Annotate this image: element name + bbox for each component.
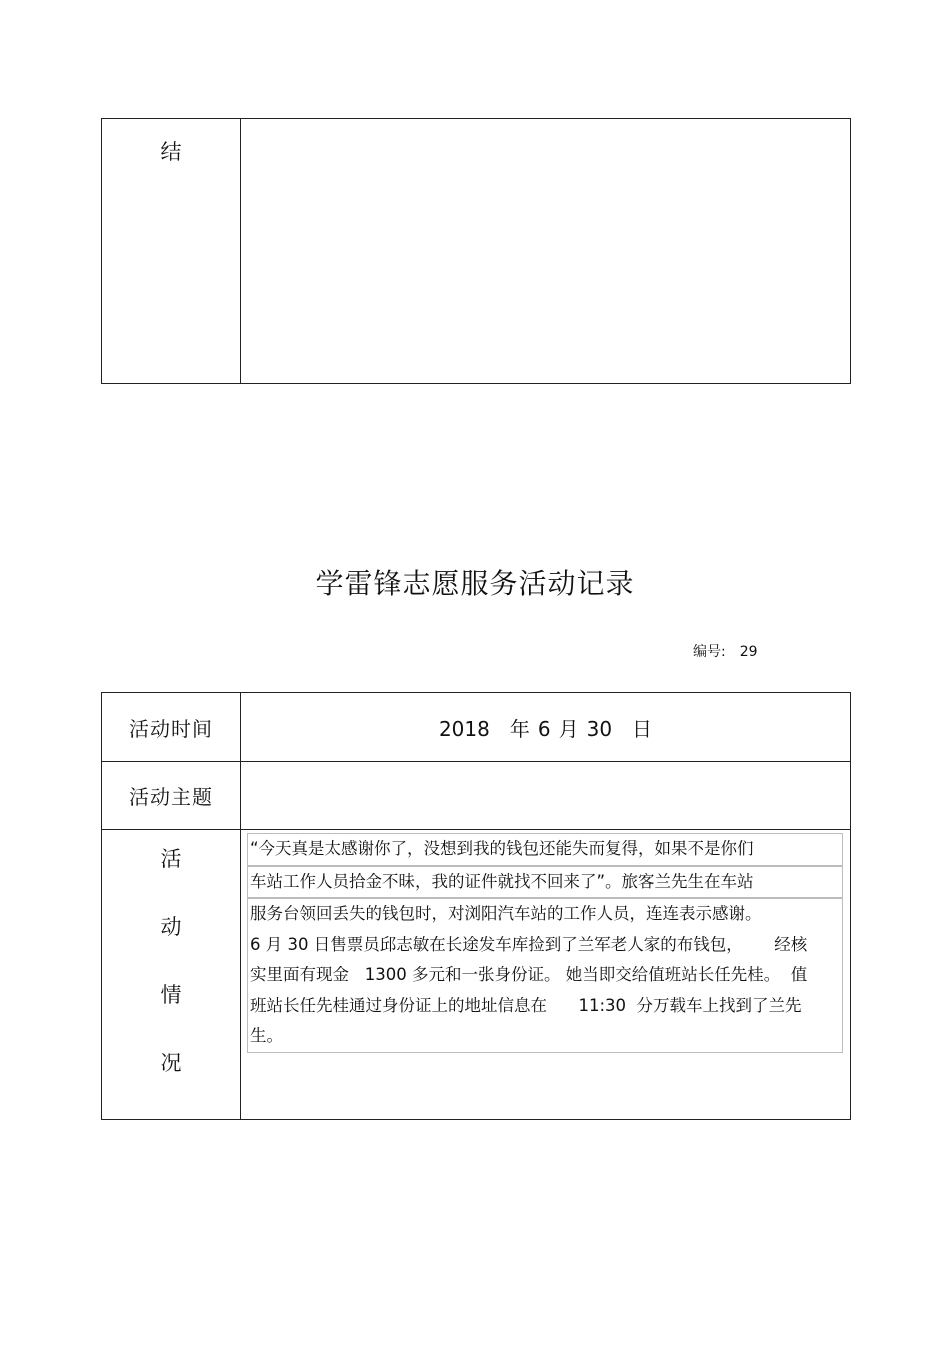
date-day-unit: 日: [632, 716, 653, 741]
serial-value: 29: [739, 644, 758, 660]
detail-line: 班站长任先桂通过身份证上的地址信息在 11:30 分万载车上找到了兰先: [250, 995, 802, 1015]
activity-topic-value: [241, 762, 851, 830]
detail-paragraph: [247, 898, 843, 1053]
table-row: [102, 693, 851, 762]
summary-label: 结: [160, 140, 182, 164]
activity-detail-text: [247, 833, 843, 1053]
detail-label-char: 动: [160, 915, 182, 939]
activity-detail-label: [102, 830, 241, 1120]
activity-record-table: [101, 692, 851, 1120]
date-year-unit: 年: [509, 716, 530, 741]
activity-detail-cell: [241, 830, 851, 1120]
activity-date: [241, 693, 851, 762]
serial-number: [693, 641, 758, 661]
detail-label-char: 况: [160, 1051, 182, 1075]
detail-label-char: 活: [160, 847, 182, 871]
activity-topic-label: 活动主题: [102, 762, 241, 830]
detail-line: 生。: [250, 1026, 283, 1045]
table-row: [102, 762, 851, 830]
summary-content-cell: [241, 119, 851, 384]
date-month-unit: 月: [558, 716, 579, 741]
summary-label-cell: [102, 119, 241, 384]
activity-time-label: 活动时间: [102, 693, 241, 762]
detail-line: 服务台领回丢失的钱包时，对浏阳汽车站的工作人员，连连表示感谢。: [250, 904, 762, 923]
detail-line: 车站工作人员拾金不昧，我的证件就找不回来了”。旅客兰先生在车站: [247, 866, 843, 899]
date-month: 6: [537, 716, 551, 741]
serial-label: 编号:: [693, 644, 726, 660]
date-year: 2018: [438, 716, 490, 741]
detail-label-char: 情: [160, 983, 182, 1007]
previous-record-table: [101, 118, 851, 384]
detail-line: “今天真是太感谢你了，没想到我的钱包还能失而复得，如果不是你们: [247, 833, 843, 866]
table-row: [102, 830, 851, 1120]
date-day: 30: [586, 716, 613, 741]
page-title: 学雷锋志愿服务活动记录: [315, 567, 635, 600]
detail-line: 实里面有现金 1300 多元和一张身份证。 她当即交给值班站长任先桂。 值: [250, 965, 808, 984]
detail-line: 6 月 30 日售票员邱志敏在长途发车库捡到了兰军老人家的布钱包， 经核: [250, 934, 808, 954]
